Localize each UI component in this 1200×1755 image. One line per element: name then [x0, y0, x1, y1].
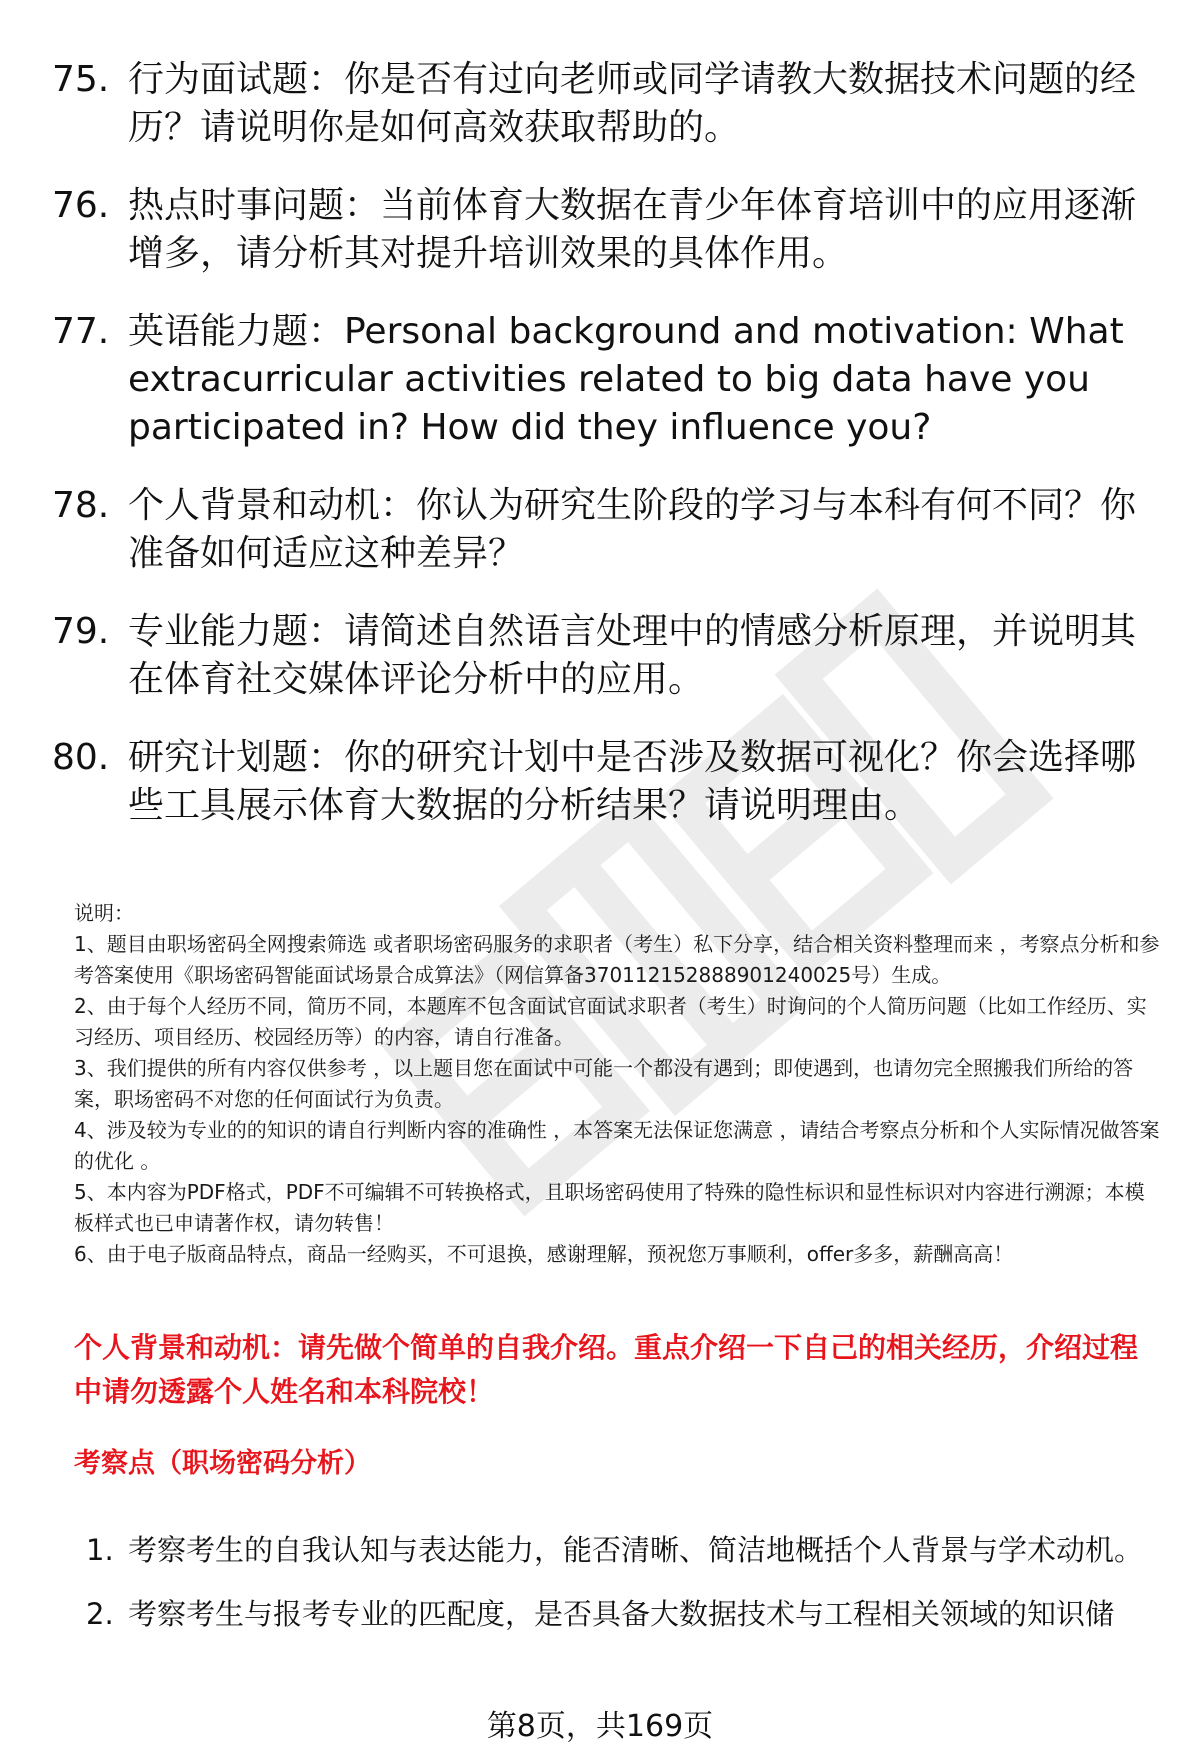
question-item [52, 308, 1152, 452]
point-text: 考察考生与报考专业的匹配度，是否具备大数据技术与工程相关领域的知识储 [128, 1597, 1115, 1631]
question-list [52, 56, 1152, 860]
point-text: 考察考生的自我认知与表达能力，能否清晰、简洁地概括个人背景与学术动机。 [128, 1533, 1144, 1567]
point-number: 2. [86, 1597, 114, 1631]
disclaimer-notes [74, 898, 1160, 1270]
question-text: 个人背景和动机：你认为研究生阶段的学习与本科有何不同？你准备如何适应这种差异？ [128, 485, 1137, 574]
question-item [52, 182, 1152, 278]
point-number: 1. [86, 1533, 114, 1567]
question-item [52, 734, 1152, 830]
note-item: 1、题目由职场密码全网搜索筛选 或者职场密码服务的求职者（考生）私下分享，结合相关资料整理而来 ，考察点分析和参考答案使用《职场密码智能面试场景合成算法》（网信算备370112152888901240025号）生成。 [74, 932, 1160, 987]
question-number: 76. [52, 185, 110, 226]
question-number: 77. [52, 311, 110, 352]
question-number: 75. [52, 59, 110, 100]
analysis-heading: 考察点（职场密码分析） [74, 1448, 371, 1479]
analysis-point [86, 1521, 1166, 1579]
note-item: 4、涉及较为专业的的知识的请自行判断内容的准确性 ，本答案无法保证您满意 ，请结合考察点分析和个人实际情况做答案的优化 。 [74, 1118, 1160, 1173]
analysis-point [86, 1585, 1166, 1643]
page-footer: 第8页，共169页 [486, 1709, 714, 1744]
note-item: 6、由于电子版商品特点，商品一经购买，不可退换，感谢理解，预祝您万事顺利，offer多多，薪酬高高！ [74, 1242, 1014, 1266]
question-text: 行为面试题：你是否有过向老师或同学请教大数据技术问题的经历？请说明你是如何高效获取帮助的。 [128, 59, 1137, 148]
question-item [52, 608, 1152, 704]
notes-title: 说明： [74, 901, 134, 925]
note-item: 2、由于每个人经历不同，简历不同，本题库不包含面试官面试求职者（考生）时询问的个人简历问题（比如工作经历、实习经历、项目经历、校园经历等）的内容，请自行准备。 [74, 994, 1147, 1049]
question-item [52, 482, 1152, 578]
question-item [52, 56, 1152, 152]
note-item: 5、本内容为PDF格式，PDF不可编辑不可转换格式，且职场密码使用了特殊的隐性标识和显性标识对内容进行溯源；本模板样式也已申请著作权，请勿转售！ [74, 1180, 1145, 1235]
analysis-points [86, 1521, 1166, 1649]
question-text: 热点时事问题：当前体育大数据在青少年体育培训中的应用逐渐增多，请分析其对提升培训效果的具体作用。 [128, 185, 1137, 274]
question-number: 80. [52, 737, 110, 778]
featured-question: 个人背景和动机：请先做个简单的自我介绍。重点介绍一下自己的相关经历，介绍过程中请勿透露个人姓名和本科院校！ [74, 1331, 1139, 1408]
note-item: 3、我们提供的所有内容仅供参考 ，以上题目您在面试中可能一个都没有遇到；即使遇到，也请勿完全照搬我们所给的答案，职场密码不对您的任何面试行为负责。 [74, 1056, 1134, 1111]
question-text: 研究计划题：你的研究计划中是否涉及数据可视化？你会选择哪些工具展示体育大数据的分析结果？请说明理由。 [128, 737, 1137, 826]
question-number: 78. [52, 485, 110, 526]
question-text: 英语能力题：Personal background and motivation: What extracurricular activities related to big data have you participated in? How did they influence you? [128, 311, 1124, 448]
question-text: 专业能力题：请简述自然语言处理中的情感分析原理，并说明其在体育社交媒体评论分析中的应用。 [128, 611, 1137, 700]
question-number: 79. [52, 611, 110, 652]
